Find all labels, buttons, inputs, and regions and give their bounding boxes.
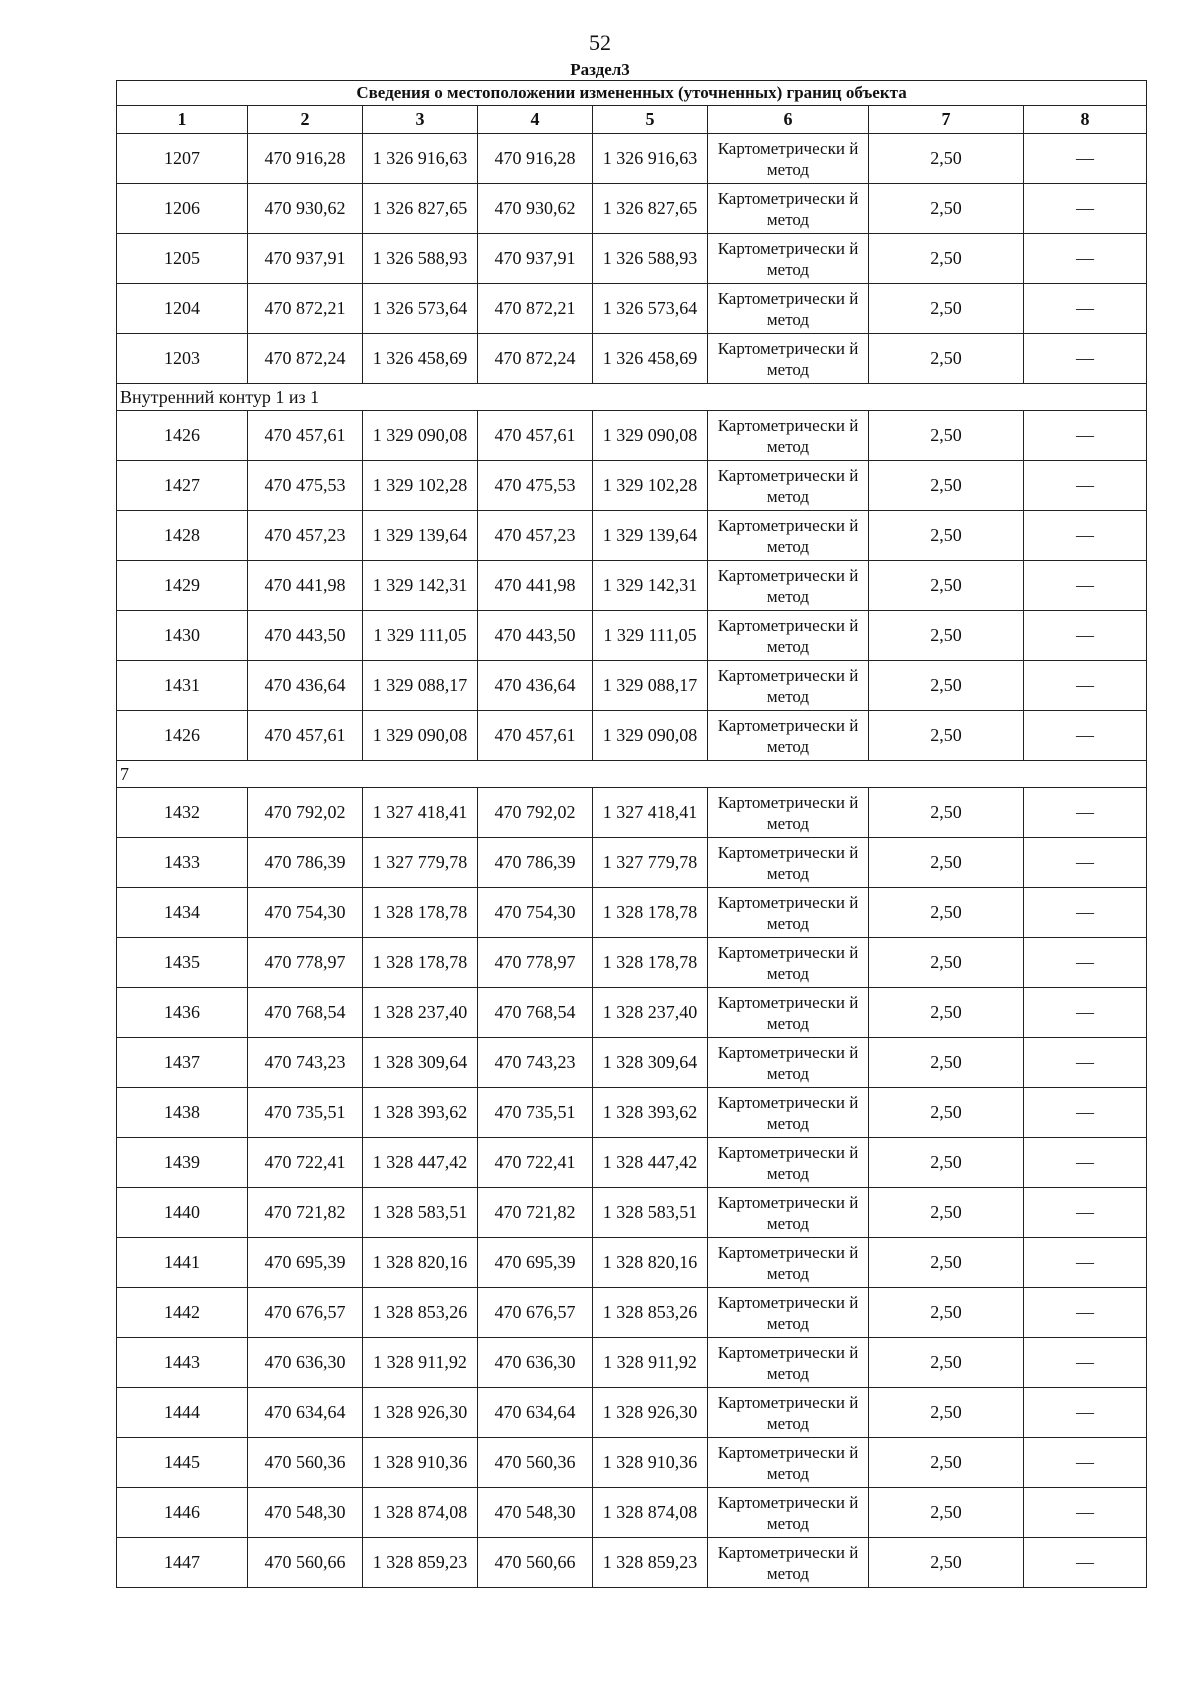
table-row bbox=[117, 1138, 1147, 1188]
x-refined-cell: 470 768,54 bbox=[478, 988, 593, 1038]
method-cell: Картометрически й метод bbox=[708, 1538, 869, 1588]
point-number-cell: 1437 bbox=[117, 1038, 248, 1088]
table-row bbox=[117, 411, 1147, 461]
description-cell: — bbox=[1024, 1188, 1147, 1238]
precision-cell: 2,50 bbox=[869, 1138, 1024, 1188]
y-existing-cell: 1 328 853,26 bbox=[363, 1288, 478, 1338]
y-existing-cell: 1 327 779,78 bbox=[363, 838, 478, 888]
table-row bbox=[117, 1238, 1147, 1288]
y-existing-cell: 1 326 588,93 bbox=[363, 234, 478, 284]
description-cell: — bbox=[1024, 1038, 1147, 1088]
y-existing-cell: 1 329 111,05 bbox=[363, 611, 478, 661]
point-number-cell: 1444 bbox=[117, 1388, 248, 1438]
description-cell: — bbox=[1024, 334, 1147, 384]
method-cell: Картометрически й метод bbox=[708, 184, 869, 234]
description-cell: — bbox=[1024, 1438, 1147, 1488]
point-number-cell: 1433 bbox=[117, 838, 248, 888]
point-number-cell: 1441 bbox=[117, 1238, 248, 1288]
method-cell: Картометрически й метод bbox=[708, 888, 869, 938]
precision-cell: 2,50 bbox=[869, 938, 1024, 988]
y-existing-cell: 1 328 393,62 bbox=[363, 1088, 478, 1138]
x-refined-cell: 470 695,39 bbox=[478, 1238, 593, 1288]
method-cell: Картометрически й метод bbox=[708, 611, 869, 661]
point-number-cell: 1438 bbox=[117, 1088, 248, 1138]
method-cell: Картометрически й метод bbox=[708, 134, 869, 184]
description-cell: — bbox=[1024, 711, 1147, 761]
x-refined-cell: 470 636,30 bbox=[478, 1338, 593, 1388]
method-cell: Картометрически й метод bbox=[708, 461, 869, 511]
description-cell: — bbox=[1024, 938, 1147, 988]
precision-cell: 2,50 bbox=[869, 411, 1024, 461]
x-refined-cell: 470 457,61 bbox=[478, 711, 593, 761]
y-existing-cell: 1 326 573,64 bbox=[363, 284, 478, 334]
point-number-cell: 1427 bbox=[117, 461, 248, 511]
point-number-cell: 1446 bbox=[117, 1488, 248, 1538]
y-refined-cell: 1 328 911,92 bbox=[593, 1338, 708, 1388]
x-refined-cell: 470 778,97 bbox=[478, 938, 593, 988]
y-refined-cell: 1 328 583,51 bbox=[593, 1188, 708, 1238]
method-cell: Картометрически й метод bbox=[708, 661, 869, 711]
section-title: Раздел3 bbox=[570, 60, 630, 79]
y-refined-cell: 1 327 418,41 bbox=[593, 788, 708, 838]
precision-cell: 2,50 bbox=[869, 234, 1024, 284]
y-refined-cell: 1 326 458,69 bbox=[593, 334, 708, 384]
method-cell: Картометрически й метод bbox=[708, 1138, 869, 1188]
y-refined-cell: 1 326 573,64 bbox=[593, 284, 708, 334]
x-refined-cell: 470 441,98 bbox=[478, 561, 593, 611]
y-existing-cell: 1 328 926,30 bbox=[363, 1388, 478, 1438]
x-existing-cell: 470 721,82 bbox=[248, 1188, 363, 1238]
x-existing-cell: 470 560,66 bbox=[248, 1538, 363, 1588]
point-number-cell: 1206 bbox=[117, 184, 248, 234]
table-row bbox=[117, 838, 1147, 888]
point-number-cell: 1443 bbox=[117, 1338, 248, 1388]
contour-label-row bbox=[117, 384, 1147, 411]
method-cell: Картометрически й метод bbox=[708, 711, 869, 761]
x-refined-cell: 470 722,41 bbox=[478, 1138, 593, 1188]
x-existing-cell: 470 930,62 bbox=[248, 184, 363, 234]
x-refined-cell: 470 872,24 bbox=[478, 334, 593, 384]
x-refined-cell: 470 916,28 bbox=[478, 134, 593, 184]
y-refined-cell: 1 326 588,93 bbox=[593, 234, 708, 284]
x-existing-cell: 470 792,02 bbox=[248, 788, 363, 838]
precision-cell: 2,50 bbox=[869, 1188, 1024, 1238]
precision-cell: 2,50 bbox=[869, 511, 1024, 561]
x-existing-cell: 470 457,23 bbox=[248, 511, 363, 561]
method-cell: Картометрически й метод bbox=[708, 838, 869, 888]
point-number-cell: 1426 bbox=[117, 411, 248, 461]
x-existing-cell: 470 443,50 bbox=[248, 611, 363, 661]
description-cell: — bbox=[1024, 411, 1147, 461]
precision-cell: 2,50 bbox=[869, 1488, 1024, 1538]
table-row bbox=[117, 461, 1147, 511]
x-refined-cell: 470 548,30 bbox=[478, 1488, 593, 1538]
y-refined-cell: 1 328 910,36 bbox=[593, 1438, 708, 1488]
precision-cell: 2,50 bbox=[869, 1238, 1024, 1288]
point-number-cell: 1436 bbox=[117, 988, 248, 1038]
x-existing-cell: 470 475,53 bbox=[248, 461, 363, 511]
x-refined-cell: 470 457,61 bbox=[478, 411, 593, 461]
method-cell: Картометрически й метод bbox=[708, 284, 869, 334]
point-number-cell: 1430 bbox=[117, 611, 248, 661]
precision-cell: 2,50 bbox=[869, 1288, 1024, 1338]
precision-cell: 2,50 bbox=[869, 611, 1024, 661]
x-refined-cell: 470 721,82 bbox=[478, 1188, 593, 1238]
y-refined-cell: 1 328 237,40 bbox=[593, 988, 708, 1038]
column-number-8: 8 bbox=[1024, 106, 1147, 134]
method-cell: Картометрически й метод bbox=[708, 511, 869, 561]
x-existing-cell: 470 743,23 bbox=[248, 1038, 363, 1088]
precision-cell: 2,50 bbox=[869, 838, 1024, 888]
precision-cell: 2,50 bbox=[869, 888, 1024, 938]
y-refined-cell: 1 328 874,08 bbox=[593, 1488, 708, 1538]
contour-label-row bbox=[117, 761, 1147, 788]
y-existing-cell: 1 328 911,92 bbox=[363, 1338, 478, 1388]
x-existing-cell: 470 676,57 bbox=[248, 1288, 363, 1338]
column-number-3: 3 bbox=[363, 106, 478, 134]
column-number-6: 6 bbox=[708, 106, 869, 134]
precision-cell: 2,50 bbox=[869, 661, 1024, 711]
y-refined-cell: 1 328 178,78 bbox=[593, 938, 708, 988]
point-number-cell: 1428 bbox=[117, 511, 248, 561]
y-existing-cell: 1 328 237,40 bbox=[363, 988, 478, 1038]
y-existing-cell: 1 328 178,78 bbox=[363, 888, 478, 938]
precision-cell: 2,50 bbox=[869, 561, 1024, 611]
column-number-4: 4 bbox=[478, 106, 593, 134]
table-row bbox=[117, 938, 1147, 988]
y-existing-cell: 1 329 142,31 bbox=[363, 561, 478, 611]
y-refined-cell: 1 327 779,78 bbox=[593, 838, 708, 888]
y-refined-cell: 1 326 916,63 bbox=[593, 134, 708, 184]
x-existing-cell: 470 786,39 bbox=[248, 838, 363, 888]
y-refined-cell: 1 328 447,42 bbox=[593, 1138, 708, 1188]
precision-cell: 2,50 bbox=[869, 184, 1024, 234]
x-refined-cell: 470 743,23 bbox=[478, 1038, 593, 1088]
y-refined-cell: 1 328 853,26 bbox=[593, 1288, 708, 1338]
column-numbers-row bbox=[117, 106, 1147, 134]
method-cell: Картометрически й метод bbox=[708, 411, 869, 461]
column-number-2: 2 bbox=[248, 106, 363, 134]
precision-cell: 2,50 bbox=[869, 1388, 1024, 1438]
table-row bbox=[117, 1088, 1147, 1138]
column-number-1: 1 bbox=[117, 106, 248, 134]
precision-cell: 2,50 bbox=[869, 461, 1024, 511]
description-cell: — bbox=[1024, 234, 1147, 284]
table-row bbox=[117, 234, 1147, 284]
method-cell: Картометрически й метод bbox=[708, 1088, 869, 1138]
table-body bbox=[117, 81, 1147, 1588]
x-refined-cell: 470 560,66 bbox=[478, 1538, 593, 1588]
method-cell: Картометрически й метод bbox=[708, 234, 869, 284]
point-number-cell: 1445 bbox=[117, 1438, 248, 1488]
y-existing-cell: 1 326 916,63 bbox=[363, 134, 478, 184]
method-cell: Картометрически й метод bbox=[708, 1338, 869, 1388]
y-refined-cell: 1 329 102,28 bbox=[593, 461, 708, 511]
description-cell: — bbox=[1024, 1488, 1147, 1538]
table-caption: Сведения о местоположении измененных (уточненных) границ объекта bbox=[117, 81, 1147, 106]
precision-cell: 2,50 bbox=[869, 788, 1024, 838]
table-row bbox=[117, 1038, 1147, 1088]
x-existing-cell: 470 735,51 bbox=[248, 1088, 363, 1138]
x-existing-cell: 470 457,61 bbox=[248, 711, 363, 761]
column-number-7: 7 bbox=[869, 106, 1024, 134]
point-number-cell: 1432 bbox=[117, 788, 248, 838]
x-existing-cell: 470 916,28 bbox=[248, 134, 363, 184]
x-refined-cell: 470 937,91 bbox=[478, 234, 593, 284]
table-row bbox=[117, 284, 1147, 334]
y-refined-cell: 1 328 926,30 bbox=[593, 1388, 708, 1438]
x-existing-cell: 470 636,30 bbox=[248, 1338, 363, 1388]
y-refined-cell: 1 329 111,05 bbox=[593, 611, 708, 661]
point-number-cell: 1429 bbox=[117, 561, 248, 611]
x-refined-cell: 470 457,23 bbox=[478, 511, 593, 561]
method-cell: Картометрически й метод bbox=[708, 1238, 869, 1288]
description-cell: — bbox=[1024, 1538, 1147, 1588]
description-cell: — bbox=[1024, 1088, 1147, 1138]
description-cell: — bbox=[1024, 788, 1147, 838]
y-existing-cell: 1 329 090,08 bbox=[363, 411, 478, 461]
y-existing-cell: 1 329 139,64 bbox=[363, 511, 478, 561]
point-number-cell: 1207 bbox=[117, 134, 248, 184]
y-existing-cell: 1 328 447,42 bbox=[363, 1138, 478, 1188]
y-refined-cell: 1 329 090,08 bbox=[593, 411, 708, 461]
description-cell: — bbox=[1024, 661, 1147, 711]
table-row bbox=[117, 1538, 1147, 1588]
description-cell: — bbox=[1024, 1288, 1147, 1338]
precision-cell: 2,50 bbox=[869, 334, 1024, 384]
point-number-cell: 1439 bbox=[117, 1138, 248, 1188]
description-cell: — bbox=[1024, 888, 1147, 938]
x-refined-cell: 470 475,53 bbox=[478, 461, 593, 511]
table-row bbox=[117, 888, 1147, 938]
x-refined-cell: 470 872,21 bbox=[478, 284, 593, 334]
description-cell: — bbox=[1024, 988, 1147, 1038]
y-existing-cell: 1 329 088,17 bbox=[363, 661, 478, 711]
description-cell: — bbox=[1024, 134, 1147, 184]
x-existing-cell: 470 937,91 bbox=[248, 234, 363, 284]
x-refined-cell: 470 792,02 bbox=[478, 788, 593, 838]
method-cell: Картометрически й метод bbox=[708, 1188, 869, 1238]
description-cell: — bbox=[1024, 284, 1147, 334]
precision-cell: 2,50 bbox=[869, 988, 1024, 1038]
method-cell: Картометрически й метод bbox=[708, 1038, 869, 1088]
point-number-cell: 1447 bbox=[117, 1538, 248, 1588]
y-refined-cell: 1 328 859,23 bbox=[593, 1538, 708, 1588]
point-number-cell: 1434 bbox=[117, 888, 248, 938]
method-cell: Картометрически й метод bbox=[708, 988, 869, 1038]
precision-cell: 2,50 bbox=[869, 1438, 1024, 1488]
y-existing-cell: 1 329 102,28 bbox=[363, 461, 478, 511]
y-refined-cell: 1 329 088,17 bbox=[593, 661, 708, 711]
x-existing-cell: 470 560,36 bbox=[248, 1438, 363, 1488]
table-row bbox=[117, 184, 1147, 234]
y-existing-cell: 1 326 827,65 bbox=[363, 184, 478, 234]
table-row bbox=[117, 1288, 1147, 1338]
table-row bbox=[117, 788, 1147, 838]
table-row bbox=[117, 1438, 1147, 1488]
x-existing-cell: 470 754,30 bbox=[248, 888, 363, 938]
x-refined-cell: 470 443,50 bbox=[478, 611, 593, 661]
point-number-cell: 1205 bbox=[117, 234, 248, 284]
x-refined-cell: 470 436,64 bbox=[478, 661, 593, 711]
table-caption-row bbox=[117, 81, 1147, 106]
table-row bbox=[117, 661, 1147, 711]
x-existing-cell: 470 436,64 bbox=[248, 661, 363, 711]
y-existing-cell: 1 328 820,16 bbox=[363, 1238, 478, 1288]
y-existing-cell: 1 328 583,51 bbox=[363, 1188, 478, 1238]
x-existing-cell: 470 872,24 bbox=[248, 334, 363, 384]
x-refined-cell: 470 930,62 bbox=[478, 184, 593, 234]
table-row bbox=[117, 134, 1147, 184]
precision-cell: 2,50 bbox=[869, 1338, 1024, 1388]
x-refined-cell: 470 735,51 bbox=[478, 1088, 593, 1138]
precision-cell: 2,50 bbox=[869, 134, 1024, 184]
y-refined-cell: 1 329 142,31 bbox=[593, 561, 708, 611]
y-refined-cell: 1 329 090,08 bbox=[593, 711, 708, 761]
table-row bbox=[117, 1488, 1147, 1538]
point-number-cell: 1204 bbox=[117, 284, 248, 334]
point-number-cell: 1203 bbox=[117, 334, 248, 384]
y-refined-cell: 1 326 827,65 bbox=[593, 184, 708, 234]
point-number-cell: 1435 bbox=[117, 938, 248, 988]
x-existing-cell: 470 778,97 bbox=[248, 938, 363, 988]
x-existing-cell: 470 872,21 bbox=[248, 284, 363, 334]
column-number-5: 5 bbox=[593, 106, 708, 134]
table-row bbox=[117, 711, 1147, 761]
y-refined-cell: 1 329 139,64 bbox=[593, 511, 708, 561]
x-existing-cell: 470 634,64 bbox=[248, 1388, 363, 1438]
point-number-cell: 1440 bbox=[117, 1188, 248, 1238]
y-refined-cell: 1 328 820,16 bbox=[593, 1238, 708, 1288]
y-existing-cell: 1 328 874,08 bbox=[363, 1488, 478, 1538]
page-number: 52 bbox=[589, 30, 611, 55]
x-existing-cell: 470 695,39 bbox=[248, 1238, 363, 1288]
x-existing-cell: 470 768,54 bbox=[248, 988, 363, 1038]
method-cell: Картометрически й метод bbox=[708, 788, 869, 838]
method-cell: Картометрически й метод bbox=[708, 1388, 869, 1438]
x-refined-cell: 470 786,39 bbox=[478, 838, 593, 888]
x-existing-cell: 470 548,30 bbox=[248, 1488, 363, 1538]
y-existing-cell: 1 327 418,41 bbox=[363, 788, 478, 838]
y-refined-cell: 1 328 309,64 bbox=[593, 1038, 708, 1088]
description-cell: — bbox=[1024, 461, 1147, 511]
x-refined-cell: 470 754,30 bbox=[478, 888, 593, 938]
point-number-cell: 1442 bbox=[117, 1288, 248, 1338]
precision-cell: 2,50 bbox=[869, 1538, 1024, 1588]
table-row bbox=[117, 611, 1147, 661]
method-cell: Картометрически й метод bbox=[708, 1488, 869, 1538]
table-row bbox=[117, 561, 1147, 611]
precision-cell: 2,50 bbox=[869, 1038, 1024, 1088]
y-existing-cell: 1 328 910,36 bbox=[363, 1438, 478, 1488]
method-cell: Картометрически й метод bbox=[708, 938, 869, 988]
y-existing-cell: 1 326 458,69 bbox=[363, 334, 478, 384]
method-cell: Картометрически й метод bbox=[708, 1438, 869, 1488]
precision-cell: 2,50 bbox=[869, 711, 1024, 761]
table-row bbox=[117, 1338, 1147, 1388]
y-existing-cell: 1 328 178,78 bbox=[363, 938, 478, 988]
description-cell: — bbox=[1024, 1238, 1147, 1288]
table-row bbox=[117, 1188, 1147, 1238]
description-cell: — bbox=[1024, 611, 1147, 661]
method-cell: Картометрически й метод bbox=[708, 561, 869, 611]
y-refined-cell: 1 328 178,78 bbox=[593, 888, 708, 938]
table-row bbox=[117, 988, 1147, 1038]
method-cell: Картометрически й метод bbox=[708, 1288, 869, 1338]
coordinates-table bbox=[116, 80, 1147, 1588]
precision-cell: 2,50 bbox=[869, 284, 1024, 334]
description-cell: — bbox=[1024, 1138, 1147, 1188]
table-row bbox=[117, 1388, 1147, 1438]
description-cell: — bbox=[1024, 838, 1147, 888]
x-refined-cell: 470 676,57 bbox=[478, 1288, 593, 1338]
y-existing-cell: 1 328 309,64 bbox=[363, 1038, 478, 1088]
y-existing-cell: 1 328 859,23 bbox=[363, 1538, 478, 1588]
point-number-cell: 1426 bbox=[117, 711, 248, 761]
contour-label: 7 bbox=[117, 761, 1147, 788]
y-existing-cell: 1 329 090,08 bbox=[363, 711, 478, 761]
method-cell: Картометрически й метод bbox=[708, 334, 869, 384]
x-existing-cell: 470 441,98 bbox=[248, 561, 363, 611]
x-existing-cell: 470 457,61 bbox=[248, 411, 363, 461]
description-cell: — bbox=[1024, 1338, 1147, 1388]
description-cell: — bbox=[1024, 511, 1147, 561]
table-row bbox=[117, 511, 1147, 561]
contour-label: Внутренний контур 1 из 1 bbox=[117, 384, 1147, 411]
x-existing-cell: 470 722,41 bbox=[248, 1138, 363, 1188]
x-refined-cell: 470 634,64 bbox=[478, 1388, 593, 1438]
precision-cell: 2,50 bbox=[869, 1088, 1024, 1138]
description-cell: — bbox=[1024, 561, 1147, 611]
description-cell: — bbox=[1024, 1388, 1147, 1438]
y-refined-cell: 1 328 393,62 bbox=[593, 1088, 708, 1138]
point-number-cell: 1431 bbox=[117, 661, 248, 711]
description-cell: — bbox=[1024, 184, 1147, 234]
table-row bbox=[117, 334, 1147, 384]
x-refined-cell: 470 560,36 bbox=[478, 1438, 593, 1488]
